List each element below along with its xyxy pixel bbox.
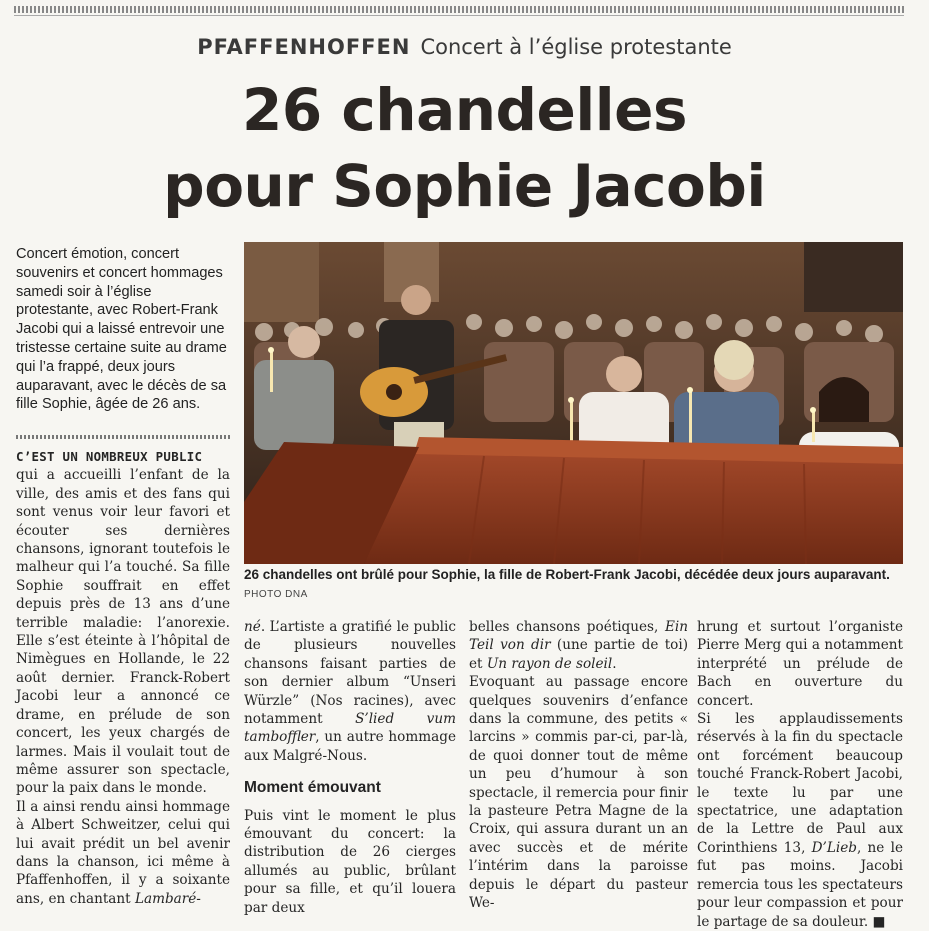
article-kicker (0, 35, 929, 59)
end-mark-icon: ■ (872, 913, 886, 930)
col1-italic: Lambaré- (134, 890, 201, 907)
section-subhead: C’EST UN NOMBREUX PUBLIC (16, 449, 203, 464)
top-dotted-rule (14, 6, 904, 13)
col2-italic-1: né (244, 619, 261, 635)
caption-text: 26 chandelles ont brûlé pour Sophie, la fille de Robert-Frank Jacobi, décédée deux jours auparavant. (244, 567, 890, 582)
headline (0, 72, 929, 224)
headline-line-2: pour Sophie Jacobi (163, 152, 766, 220)
col2-paragraph-1-end: , un autre hommage aux Malgré-Nous. (244, 729, 456, 764)
col1-paragraph-2: Il a ainsi rendu ainsi hommage à Albert Schweitzer, celui qui lui avait prédit un bel avenir dans la chanson, ici même à Pfaffenhoffen, il y a soixante ans, en chantant (16, 798, 230, 907)
top-thin-rule (14, 15, 904, 16)
column-3 (469, 618, 688, 913)
col4-italic: D’Lieb (811, 839, 857, 856)
photo-caption (244, 566, 906, 604)
column-1 (16, 448, 230, 908)
col3-italic-1: Ein Teil von dir (469, 619, 688, 654)
column-4 (697, 618, 903, 931)
concert-photo (244, 242, 903, 564)
col3-paragraph-2: Evoquant au passage encore quelques souvenirs d’enfance dans la commune, des petits « larcins » commis par-ci, par-là, de quoi donner tout de même un peu d’humour à son spectacle, il remercia pour finir la pasteure Petra Magne de la Croix, qui assura durant un an avec succès et de mérite l’intérim dans la paroisse depuis le départ du pasteur We- (469, 674, 688, 912)
col2-paragraph-1: . L’artiste a gratifié le public de plusieurs nouvelles chansons faisant parties de son dernier album “Unseri Würzle” (Nos racines), avec notamment (244, 619, 456, 728)
section-heading-moment: Moment émouvant (244, 779, 381, 797)
col3-text-3: . (612, 655, 617, 672)
col4-paragraph-1: hrung et surtout l’organiste Pierre Merg qui a notamment interprété un prélude de Bach en ouverture du concert. (697, 619, 903, 709)
headline-line-1: 26 chandelles (242, 76, 687, 144)
col3-italic-2: Un rayon de soleil (486, 655, 613, 672)
col4-text-2: , ne le fut pas moins. Jacobi remercia tous les spectateurs pour leur compassion et pour le partage de sa douleur. (697, 839, 903, 930)
col4-text-1: Si les applaudissements réservés à la fin du spectacle ont forcément beaucoup touché Franck-Robert Jacobi, le texte lu par une spectatrice, une adaptation de la Lettre de Paul aux Corinthiens 13, (697, 711, 903, 856)
lead-paragraph: Concert émotion, concert souvenirs et concert hommages samedi soir à l’église protestante, avec Robert-Frank Jacobi qui a laissé entrevoir une tristesse certaine suite au drame qui l’a frappé, deux jours auparavant, avec le décès de sa fille Sophie, âgée de 26 ans. (16, 246, 227, 413)
photo-credit: PHOTO DNA (244, 589, 308, 600)
col3-text-1: belles chansons poétiques, (469, 619, 665, 635)
kicker-text: Concert à l’église protestante (420, 35, 732, 59)
col1-paragraph-1: qui a accueilli l’enfant de la ville, des amis et des fans qui sont venus voir leur favori et écouter ses dernières chansons, ignorant toutefois le malheur qui l’a touché. Sa fille Sophie souffrait en effet depuis près de 13 ans d’une terrible maladie: l’anorexie. Elle s’est éteinte à l’hôpital de Nimègues en Hollande, le 22 août dernier. Franck-Robert Jacobi leur a annoncé ce drame, en prélude de son concert, les yeux chargés de larmes. Mais il voulait tout de même assurer son spectacle, pour la paix dans le monde. (16, 467, 230, 797)
lead-separator (16, 435, 230, 439)
location-label: PFAFFENHOFFEN (197, 35, 411, 59)
col2-paragraph-2: Puis vint le moment le plus émouvant du concert: la distribution de 26 cierges allumés au public, brûlant pour sa fille, et qu’il louera par deux (244, 807, 456, 916)
col3-text-2: (une partie de toi) et (469, 637, 688, 672)
col2-italic-2: S’lied vum tamboffler (244, 711, 456, 746)
concert-photo-illustration (244, 242, 903, 564)
column-2 (244, 618, 456, 917)
